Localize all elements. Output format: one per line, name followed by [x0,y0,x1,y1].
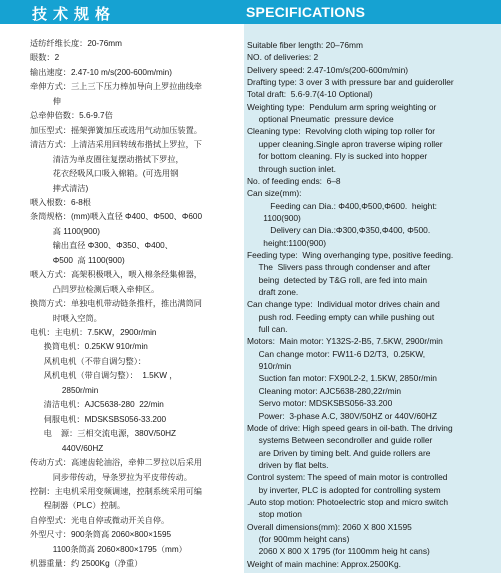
spec-line: Feeding type: Wing overhanging type, positive feeding. [247,249,454,260]
spec-line: 花衣经吸风口吸入棉箱。(可选用钢 [30,169,179,179]
spec-line: No. of feeding ends: 6–8 [247,175,341,186]
spec-line: 自停型式：光电自停或微动开关自停。 [30,515,170,525]
spec-line: 风机电机（不带自调匀整）： [30,356,146,366]
spec-line: 外型尺寸：900条筒高 2060×800×1595 [30,530,172,540]
header-cn [0,0,244,24]
spec-line: stop motion [247,509,302,520]
spec-line: 凸凹罗拉检测后喂入牵伸区。 [30,284,160,294]
spec-line: upper cleaning.Single apron traverse wiping roller [247,138,443,149]
spec-line: Can change motor: FW11-6 D2/T3, 0.25KW, [247,348,426,359]
spec-line: push rod. Feeding empty can while pushing out [247,311,435,322]
spec-line: 2850r/min [30,385,99,395]
spec-line: .Auto stop motion: Photoelectric stop and micro switch [247,496,449,507]
spec-line: 机器重量：约 2500Kg（净重） [30,559,143,569]
spec-line: 条筒规格：(mm)喂入直径 Φ400、Φ500、Φ600 [30,212,203,222]
spec-line: draft zone. [247,287,299,297]
spec-line: 同步带传动，导条罗拉为平皮带传动。 [30,472,192,482]
spec-line: Total draft: 5.6-9.7(4-10 Optional) [247,89,373,100]
spec-line: 清洁为单皮圈往复摆动揩拭下罗拉， [30,154,184,164]
spec-line: 换筒电机：0.25KW 910r/min [30,342,148,352]
spec-line: 传动方式：高速齿轮油浴，牵伸二罗拉以后采用 [30,458,202,468]
spec-line: by inverter, PLC is adopted for controlling system [247,484,441,495]
spec-line: 高 1100(900) [30,226,100,236]
spec-line: optional Pneumatic pressure device [247,114,394,125]
spec-line: Suitable fiber length: 20–76mm [247,40,363,50]
spec-line: NO. of deliveries: 2 [247,52,319,63]
spec-line: 电 源：三相交流电源，380V/50HZ [30,429,177,439]
spec-line: Motors: Main motor: Y132S-2-B5, 7.5KW, 2900r/min [247,336,443,347]
spec-line: Delivery speed: 2.47-10m/s(200-600m/min) [247,64,409,75]
spec-line: 眼数：2 [30,53,60,63]
spec-line: 输出速度：2.47-10 m/s(200-600m/min) [30,67,172,77]
spec-line: Suction fan motor: FX90L2-2, 1.5KW, 2850r/min [247,373,437,384]
spec-line: Drafting type: 3 over 3 with pressure bar and guideroller [247,77,454,88]
spec-line: 输出直径 Φ300、Φ350、Φ400、 [30,241,173,251]
spec-line: Weight of main machine: Approx.2500Kg. [247,558,401,569]
spec-line: Φ500 高 1100(900) [30,255,125,265]
spec-line: Feeding can Dia.: Φ400,Φ500,Φ600. height: [247,200,437,211]
spec-line: 喂入方式：高架积极喂入，喂入棉条经集棉器， [30,270,202,280]
spec-line: 清洁方式：上清洁采用回转绒布揩拭上罗拉，下 [30,140,202,150]
spec-line: systems Between secondroller and guide roller [247,435,433,446]
spec-line: height:1100(900) [247,237,326,248]
spec-line: through suction inlet. [247,163,336,174]
spec-line: 程制器（PLC）控制。 [30,501,126,511]
spec-line: 加压型式：摇架弹簧加压或选用气动加压装置。 [30,125,202,135]
spec-line: 总牵伸倍数：5.6-9.7倍 [30,111,113,121]
spec-line: 风机电机（带自调匀整）： 1.5KW ， [30,371,178,381]
spec-line: full can. [247,324,288,335]
en-title: SPECIFICATIONS [246,4,366,20]
spec-line: Mode of drive: High speed gears in oil-bath. The driving [247,422,453,433]
header-en [244,0,501,24]
spec-line: 电机：主电机：7.5KW，2900r/min [30,328,157,337]
spec-line: Control system: The speed of main motor is controlled [247,472,448,483]
spec-line: driven by flat belts. [247,459,329,470]
spec-line: (for 900mm height cans) [247,534,350,544]
spec-line: Overall dimensions(mm): 2060 X 800 X1595 [247,521,412,532]
spec-line: Servo motor: MDSKSBS056-33.200 [247,398,393,409]
spec-line: are Driven by timing belt. And guide rollers are [247,447,431,458]
spec-line: Can size(mm): [247,188,302,199]
spec-line: Cleaning motor: AJC5638-280,22r/min [247,385,402,396]
spec-line: 喂入根数：6-8根 [30,197,91,207]
cn-spec-column [0,24,244,573]
spec-line: Weighting type: Pendulum arm spring weighting or [247,101,437,112]
spec-line: 1100(900) [247,212,301,223]
spec-line: 伺服电机：MDSKSBS056-33.200 [30,414,167,424]
spec-line: 1100条筒高 2060×800×1795（mm） [30,544,187,554]
spec-line: for bottom cleaning. Fly is sucked into hopper [247,151,428,162]
spec-line: 适纺纤维长度：20-76mm [30,39,122,48]
spec-line: 2060 X 800 X 1795 (for 1100mm heig ht cans) [247,546,430,557]
spec-line: 伸 [30,96,61,106]
spec-line: Delivery can Dia.:Φ300,Φ350,Φ400, Φ500. [247,225,431,236]
cn-title: 技术规格 [32,6,117,23]
spec-line: 时喂入空筒。 [30,313,102,323]
spec-line: 牵伸方式：三上三下压力棒加导向上罗拉曲线牵 [30,82,202,92]
spec-line: Cleaning type: Revolving cloth wiping top roller for [247,126,436,137]
spec-line: Can change type: Individual motor drives chain and [247,299,440,310]
spec-line: 摔式清洁) [30,183,89,193]
en-spec-column [244,24,501,573]
spec-line: 910r/min [247,361,292,372]
spec-line: 控制：主电机采用变频调速，控制系统采用可编 [30,486,202,496]
spec-line: 440V/60HZ [30,443,104,453]
spec-line: 换筒方式：单独电机带动链条推杆，推出满筒同 [30,299,202,309]
spec-line: 清洁电机：AJC5638-280 22/min [30,400,164,410]
spec-line: Power: 3-phase A.C, 380V/50HZ or 440V/60HZ [247,410,437,421]
spec-line: being detected by T&G roll, are fed into main [247,274,428,285]
spec-line: The Slivers pass through condenser and after [247,262,431,273]
